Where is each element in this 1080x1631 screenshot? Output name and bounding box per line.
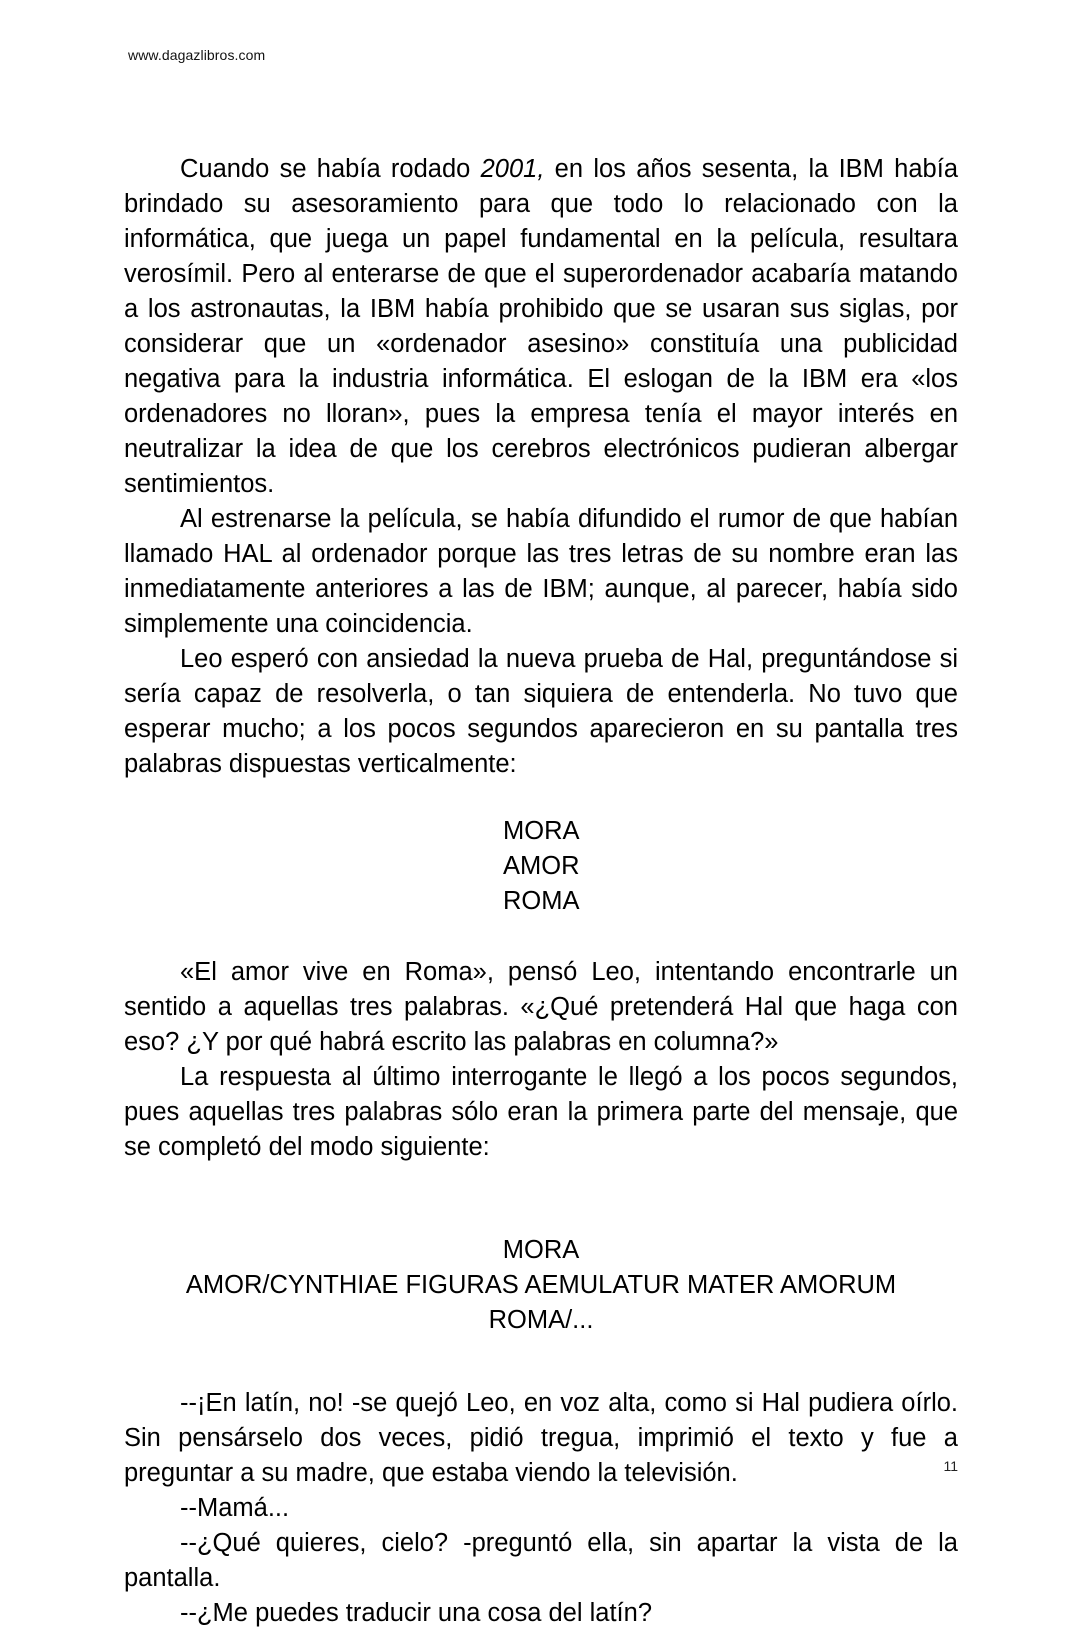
- paragraph-2: Al estrenarse la película, se había difundido el rumor de que habían llamado HAL al ordenador porque las tres letras de su nombre eran las inmediatamente anteriores a las de IBM; aunque, al parecer, había sido simplemente una coincidencia.: [124, 505, 958, 638]
- latin-line-3: ROMA/...: [488, 1306, 594, 1334]
- page-number: 11: [943, 1458, 958, 1474]
- paragraph-1-part-b: en los años sesenta, la IBM había brindado su asesoramiento para que todo lo relacionado con la informática, que juega un papel fundamental en la película, resultara verosímil. Pero al enterarse de que el superordenador acabaría matando a los astronautas, la IBM había prohibido que se usaran sus siglas, por considerar que un «ordenador asesino» constituía una publicidad negativa para la industria informática. El eslogan de la IBM era «los ordenadores no lloran», pues la empresa tenía el mayor interés en neutralizar la idea de que los cerebros electrónicos pudieran albergar sentimientos.: [124, 155, 958, 498]
- latin-line-1: MORA: [502, 1236, 580, 1264]
- paragraph-1-part-a: Cuando se había rodado: [180, 155, 481, 183]
- paragraph-1: [124, 152, 958, 502]
- word-stack-block: [124, 814, 958, 919]
- paragraph-7: --Mamá...: [180, 1494, 290, 1522]
- word-stack-line-1: MORA: [503, 817, 580, 845]
- paragraph-6: --¡En latín, no! -se quejó Leo, en voz alta, como si Hal pudiera oírlo. Sin pensárselo dos veces, pidió tregua, imprimió el texto y fue a preguntar a su madre, que estaba viendo la televisión.: [124, 1389, 958, 1487]
- film-title-italic: 2001,: [480, 155, 545, 183]
- paragraph-3: Leo esperó con ansiedad la nueva prueba de Hal, preguntándose si sería capaz de resolverla, o tan siquiera de entenderla. No tuvo que esperar mucho; a los pocos segundos aparecieron en su pantalla tres palabras dispuestas verticalmente:: [124, 645, 958, 778]
- spacer-above-latin-block: [124, 1165, 958, 1233]
- latin-line-2: AMOR/CYNTHIAE FIGURAS AEMULATUR MATER AMORUM: [185, 1271, 897, 1299]
- spacer-above-word-stack: [124, 782, 958, 814]
- spacer-below-word-stack: [124, 919, 958, 955]
- word-stack-line-2: AMOR: [503, 852, 580, 880]
- word-stack-line-3: ROMA: [503, 887, 580, 915]
- latin-message-block: [124, 1233, 958, 1338]
- spacer-below-latin-block: [124, 1338, 958, 1386]
- paragraph-5: La respuesta al último interrogante le llegó a los pocos segundos, pues aquellas tres palabras sólo eran la primera parte del mensaje, que se completó del modo siguiente:: [124, 1063, 958, 1161]
- paragraph-4: «El amor vive en Roma», pensó Leo, intentando encontrarle un sentido a aquellas tres palabras. «¿Qué pretenderá Hal que haga con eso? ¿Y por qué habrá escrito las palabras en columna?»: [124, 958, 958, 1056]
- paragraph-8: --¿Qué quieres, cielo? -preguntó ella, sin apartar la vista de la pantalla.: [124, 1529, 958, 1592]
- page-header-url: www.dagazlibros.com: [128, 47, 266, 63]
- page-body-content: [124, 152, 958, 1631]
- paragraph-9: --¿Me puedes traducir una cosa del latín?: [180, 1599, 652, 1627]
